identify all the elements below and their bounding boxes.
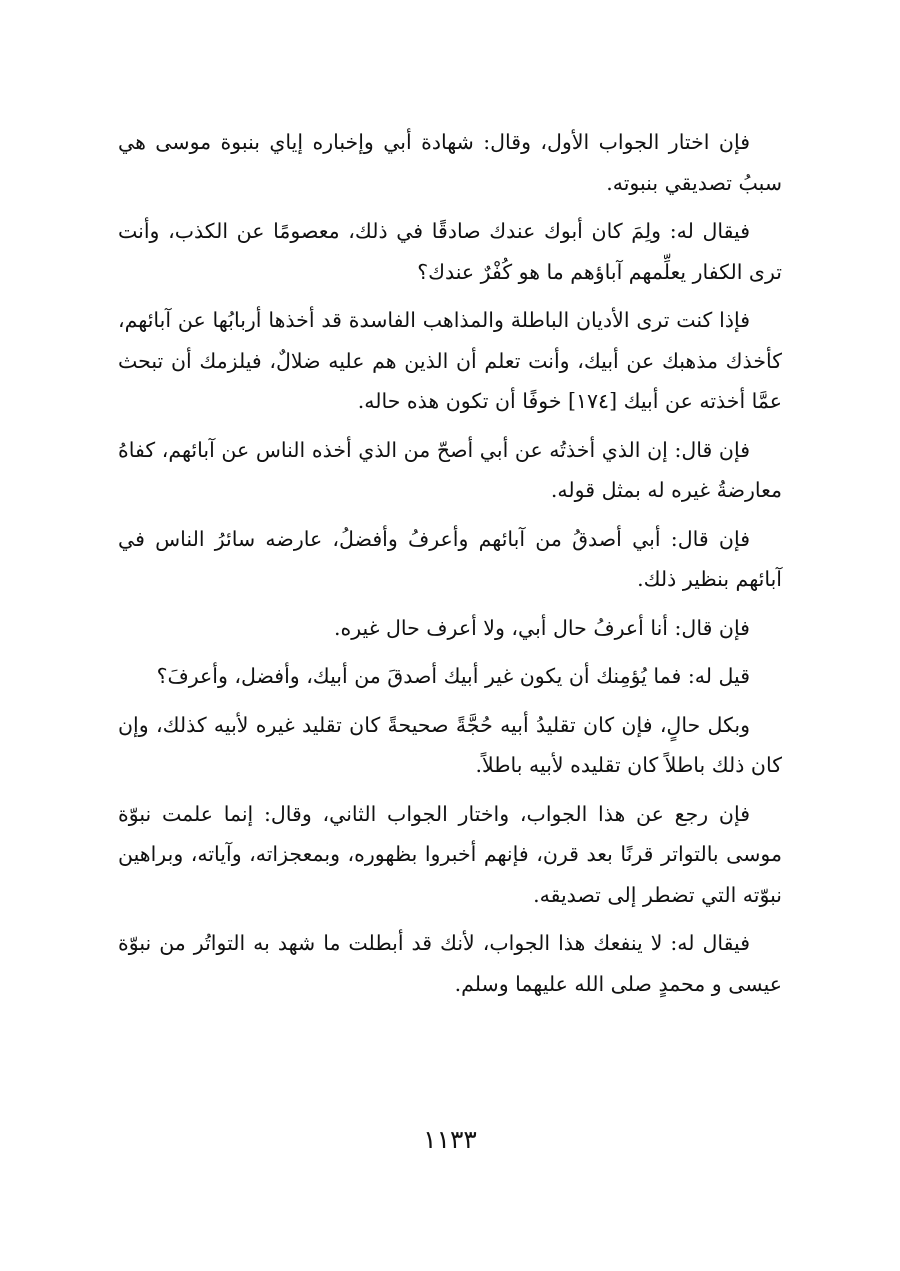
paragraph-6: فإن قال: أنا أعرفُ حال أبي، ولا أعرف حال غيره.	[333, 615, 750, 640]
paragraph-2: فيقال له: ولِمَ كان أبوك عندك صادقًا في ذلك، معصومًا عن الكذب، وأنت ترى الكفار يعلِّمهم آباؤهم ما هو كُفْرٌ عندك؟	[118, 219, 782, 284]
page-number: ١١٣٣	[423, 1125, 477, 1154]
paragraph-1: فإن اختار الجواب الأول، وقال: شهادة أبي وإخباره إياي بنبوة موسى هي سببُ تصديقي بنبوته.	[118, 130, 782, 195]
paragraph-10: فيقال له: لا ينفعك هذا الجواب، لأنك قد أبطلت ما شهد به التواتُر من نبوّة عيسى و محمدٍ صلى الله عليهما وسلم.	[118, 931, 782, 996]
paragraph-5: فإن قال: أبي أصدقُ من آبائهم وأعرفُ وأفضلُ، عارضه سائرُ الناس في آبائهم بنظير ذلك.	[118, 526, 782, 591]
paragraph-3: فإذا كنت ترى الأديان الباطلة والمذاهب الفاسدة قد أخذها أربابُها عن آبائهم، كأخذك مذهبك عن أبيك، وأنت تعلم أن الذين هم عليه ضلالٌ، فيلزمك أن تبحث عمَّا أخذته عن أبيك [١٧٤] خوفًا أن تكون هذه حاله.	[118, 308, 782, 413]
paragraph-8: وبكل حالٍ، فإن كان تقليدُ أبيه حُجَّةً صحيحةً كان تقليد غيره لأبيه كذلك، وإن كان ذلك باطلاً كان تقليده لأبيه باطلاً.	[118, 712, 782, 777]
paragraph-4: فإن قال: إن الذي أخذتُه عن أبي أصحّ من الذي أخذه الناس عن آبائهم، كفاهُ معارضةُ غيره له بمثل قوله.	[118, 437, 782, 502]
paragraph-7: قيل له: فما يُؤمِنك أن يكون غير أبيك أصدقَ من أبيك، وأفضل، وأعرفَ؟	[156, 664, 750, 688]
paragraph-9: فإن رجع عن هذا الجواب، واختار الجواب الثاني، وقال: إنما علمت نبوّة موسى بالتواتر قرنًا بعد قرن، فإنهم أخبروا بظهوره، وبمعجزاته، وآياته، وبراهين نبوّته التي تضطر إلى تصديقه.	[118, 801, 782, 907]
page-text	[118, 122, 782, 1012]
